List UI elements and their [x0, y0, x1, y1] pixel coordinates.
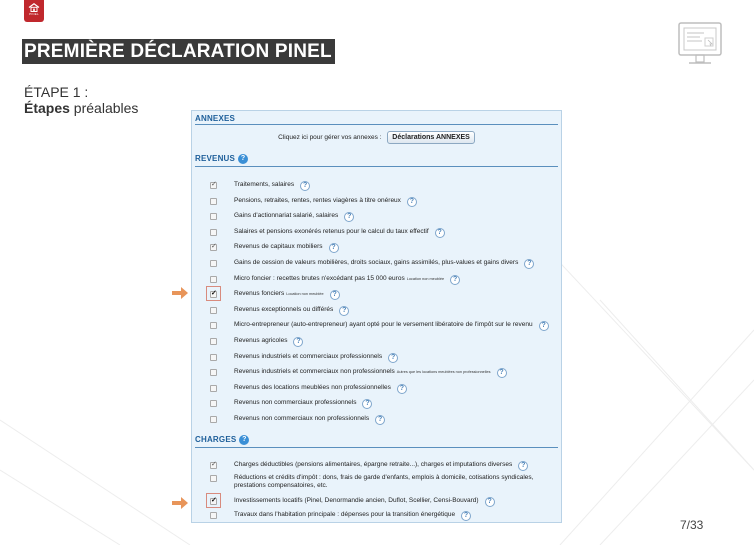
help-icon[interactable]: ?	[293, 337, 303, 347]
checkbox-row	[210, 181, 557, 195]
checkbox-row	[210, 212, 557, 226]
checkbox[interactable]	[210, 213, 217, 220]
checkbox-label-text: Pensions, retraites, rentes, rentes viagères à titre onéreux	[234, 196, 401, 204]
checkbox[interactable]	[210, 229, 217, 236]
help-icon[interactable]: ?	[329, 243, 339, 253]
computer-screen-icon	[678, 22, 722, 72]
logo-text: PINEL	[29, 12, 39, 16]
checkbox-row	[210, 399, 557, 413]
page-title: PREMIÈRE DÉCLARATION PINEL	[22, 39, 335, 64]
help-icon[interactable]: ?	[485, 497, 495, 507]
help-icon[interactable]: ?	[497, 368, 507, 378]
highlight-box	[206, 286, 221, 301]
checkbox-label-text: Revenus industriels et commerciaux non professionnels	[234, 368, 395, 376]
checkbox-row	[210, 197, 557, 211]
checkbox-label	[234, 497, 495, 507]
checkbox[interactable]	[210, 322, 217, 329]
checkbox-label-note: Location non meublée	[286, 292, 324, 297]
help-icon[interactable]: ?	[375, 415, 385, 425]
checkbox-row	[210, 243, 557, 257]
help-icon[interactable]: ?	[397, 384, 407, 394]
annexes-prompt: Cliquez ici pour gérer vos annexes :	[278, 134, 382, 142]
step-subtitle	[24, 100, 138, 116]
checkbox-label-text: Travaux dans l'habitation principale : dépenses pour la transition énergétique	[234, 511, 456, 518]
revenus-heading	[195, 154, 248, 164]
revenus-heading-text: REVENUS	[195, 154, 236, 164]
checkbox-label-text: Revenus non commerciaux non professionnels	[234, 415, 370, 422]
checkbox-row	[210, 474, 557, 488]
charges-heading-text: CHARGES	[195, 435, 237, 445]
checkbox-row	[210, 384, 557, 398]
checkbox-row	[210, 321, 557, 335]
checkbox-label	[234, 399, 372, 409]
checkbox-label	[234, 228, 445, 238]
info-icon[interactable]: ?	[239, 435, 249, 445]
checkbox-label	[234, 290, 340, 300]
checkbox-row	[210, 368, 557, 382]
help-icon[interactable]: ?	[300, 181, 310, 191]
step-subtitle-rest: préalables	[69, 100, 139, 116]
annexes-button[interactable]: Déclarations ANNEXES	[387, 131, 475, 144]
arrow-right-icon	[172, 497, 188, 509]
checkbox-row	[210, 353, 557, 367]
checkbox-label-text: Micro-entrepreneur (auto-entrepreneur) ayant opté pour le versement libératoire de l'impôt sur le revenu	[234, 321, 533, 329]
checkbox-row	[210, 228, 557, 242]
checkbox[interactable]	[210, 416, 217, 423]
step-label: ÉTAPE 1 :	[24, 84, 89, 100]
step-subtitle-bold: Étapes	[24, 100, 70, 116]
checkbox[interactable]	[210, 400, 217, 407]
declaration-form-panel	[191, 110, 562, 523]
help-icon[interactable]: ?	[435, 228, 445, 238]
help-icon[interactable]: ?	[450, 275, 460, 285]
checkbox-label	[234, 275, 460, 285]
checkbox-row	[210, 497, 557, 511]
annexes-row	[192, 131, 561, 144]
checkbox-label-text: Revenus non commerciaux professionnels	[234, 399, 357, 407]
charges-heading	[195, 435, 249, 445]
help-icon[interactable]: ?	[518, 461, 528, 471]
checkbox-label-text: Traitements, salaires	[234, 181, 295, 188]
checkbox[interactable]	[210, 244, 217, 251]
checkbox-label-text: Revenus exceptionnels ou différés	[234, 305, 334, 313]
checkbox[interactable]	[210, 276, 217, 283]
help-icon[interactable]: ?	[344, 212, 354, 222]
checkbox-label-text: Gains de cession de valeurs mobilières, droits sociaux, gains assimilés, plus-values et gains divers	[234, 259, 519, 266]
checkbox-row	[210, 461, 557, 475]
help-icon[interactable]: ?	[339, 306, 349, 316]
checkbox-label	[234, 511, 471, 521]
checkbox-label	[234, 197, 417, 207]
section-divider	[195, 447, 558, 448]
checkbox-label	[234, 181, 310, 191]
checkbox-label	[234, 415, 385, 425]
checkbox[interactable]	[210, 260, 217, 267]
help-icon[interactable]: ?	[388, 353, 398, 363]
checkbox-label-text: Gains d'actionnariat salarié, salaires	[234, 212, 339, 220]
checkbox-label-text: Revenus fonciers	[234, 290, 285, 298]
checkbox-row	[210, 306, 557, 320]
checkbox[interactable]	[210, 198, 217, 205]
info-icon[interactable]: ?	[238, 154, 248, 164]
checkbox-label-text-continued: prestations compensatoires, etc.	[234, 482, 328, 489]
checkbox[interactable]	[210, 512, 217, 519]
section-divider	[195, 124, 558, 125]
checkbox-label	[234, 321, 549, 331]
checkbox-row	[210, 511, 557, 523]
house-icon	[28, 3, 40, 12]
checkbox[interactable]	[210, 338, 217, 345]
pinel-logo	[24, 0, 44, 22]
checkbox-label	[234, 353, 398, 363]
checkbox-row	[210, 415, 557, 429]
page-number: 7/33	[680, 518, 704, 532]
checkbox-label-text: Revenus de capitaux mobiliers	[234, 243, 323, 251]
checkbox[interactable]	[210, 354, 217, 361]
checkbox[interactable]	[210, 385, 217, 392]
checkbox-label-text: Investissements locatifs (Pinel, Denormandie ancien, Duflot, Scellier, Censi-Bouvard)	[234, 497, 479, 504]
checkbox-label-text: Revenus des locations meublées non professionnelles	[234, 383, 391, 391]
checkbox[interactable]	[210, 182, 217, 189]
checkbox-label	[234, 306, 349, 316]
checkbox-label	[234, 368, 507, 378]
section-divider	[195, 166, 558, 167]
checkbox-label-text: Revenus agricoles	[234, 337, 288, 344]
help-icon[interactable]: ?	[407, 197, 417, 207]
checkbox-row	[210, 259, 557, 273]
annexes-heading: ANNEXES	[195, 114, 236, 123]
checkbox-label	[234, 259, 534, 269]
checkbox-label	[234, 474, 533, 490]
checkbox-label-text: Réductions et crédits d'impôt : dons, frais de garde d'enfants, emplois à domicile, cotisations syndicales,	[234, 474, 534, 481]
help-icon[interactable]: ?	[524, 259, 534, 269]
checkbox[interactable]	[210, 369, 217, 376]
checkbox-row	[210, 337, 557, 351]
checkbox[interactable]	[210, 462, 217, 469]
checkbox-label-text: Salaires et pensions exonérés retenus pour le calcul du taux effectif	[234, 227, 429, 235]
checkbox-label	[234, 384, 407, 394]
checkbox-label	[234, 212, 354, 222]
checkbox[interactable]	[210, 475, 217, 482]
checkbox-label-text: Charges déductibles (pensions alimentaires, épargne retraite...), charges et imputations diverses	[234, 461, 513, 468]
help-icon[interactable]: ?	[362, 399, 372, 409]
checkbox[interactable]	[210, 307, 217, 314]
help-icon[interactable]: ?	[539, 321, 549, 331]
checkbox-label	[234, 461, 528, 471]
arrow-right-icon	[172, 287, 188, 299]
checkbox-label	[234, 337, 303, 347]
checkbox-row	[210, 290, 557, 304]
checkbox-label-note: Location non meublée	[406, 276, 445, 281]
highlight-box	[206, 493, 221, 508]
help-icon[interactable]: ?	[461, 511, 471, 521]
help-icon[interactable]: ?	[330, 290, 340, 300]
checkbox-label	[234, 243, 339, 253]
checkbox-label-text: Micro foncier : recettes brutes n'excédant pas 15 000 euros	[234, 274, 405, 282]
checkbox-row	[210, 275, 557, 289]
checkbox-label-note: Autres que les locations meublées non professionnelles	[396, 370, 491, 375]
checkbox-label-text: Revenus industriels et commerciaux professionnels	[234, 352, 383, 360]
